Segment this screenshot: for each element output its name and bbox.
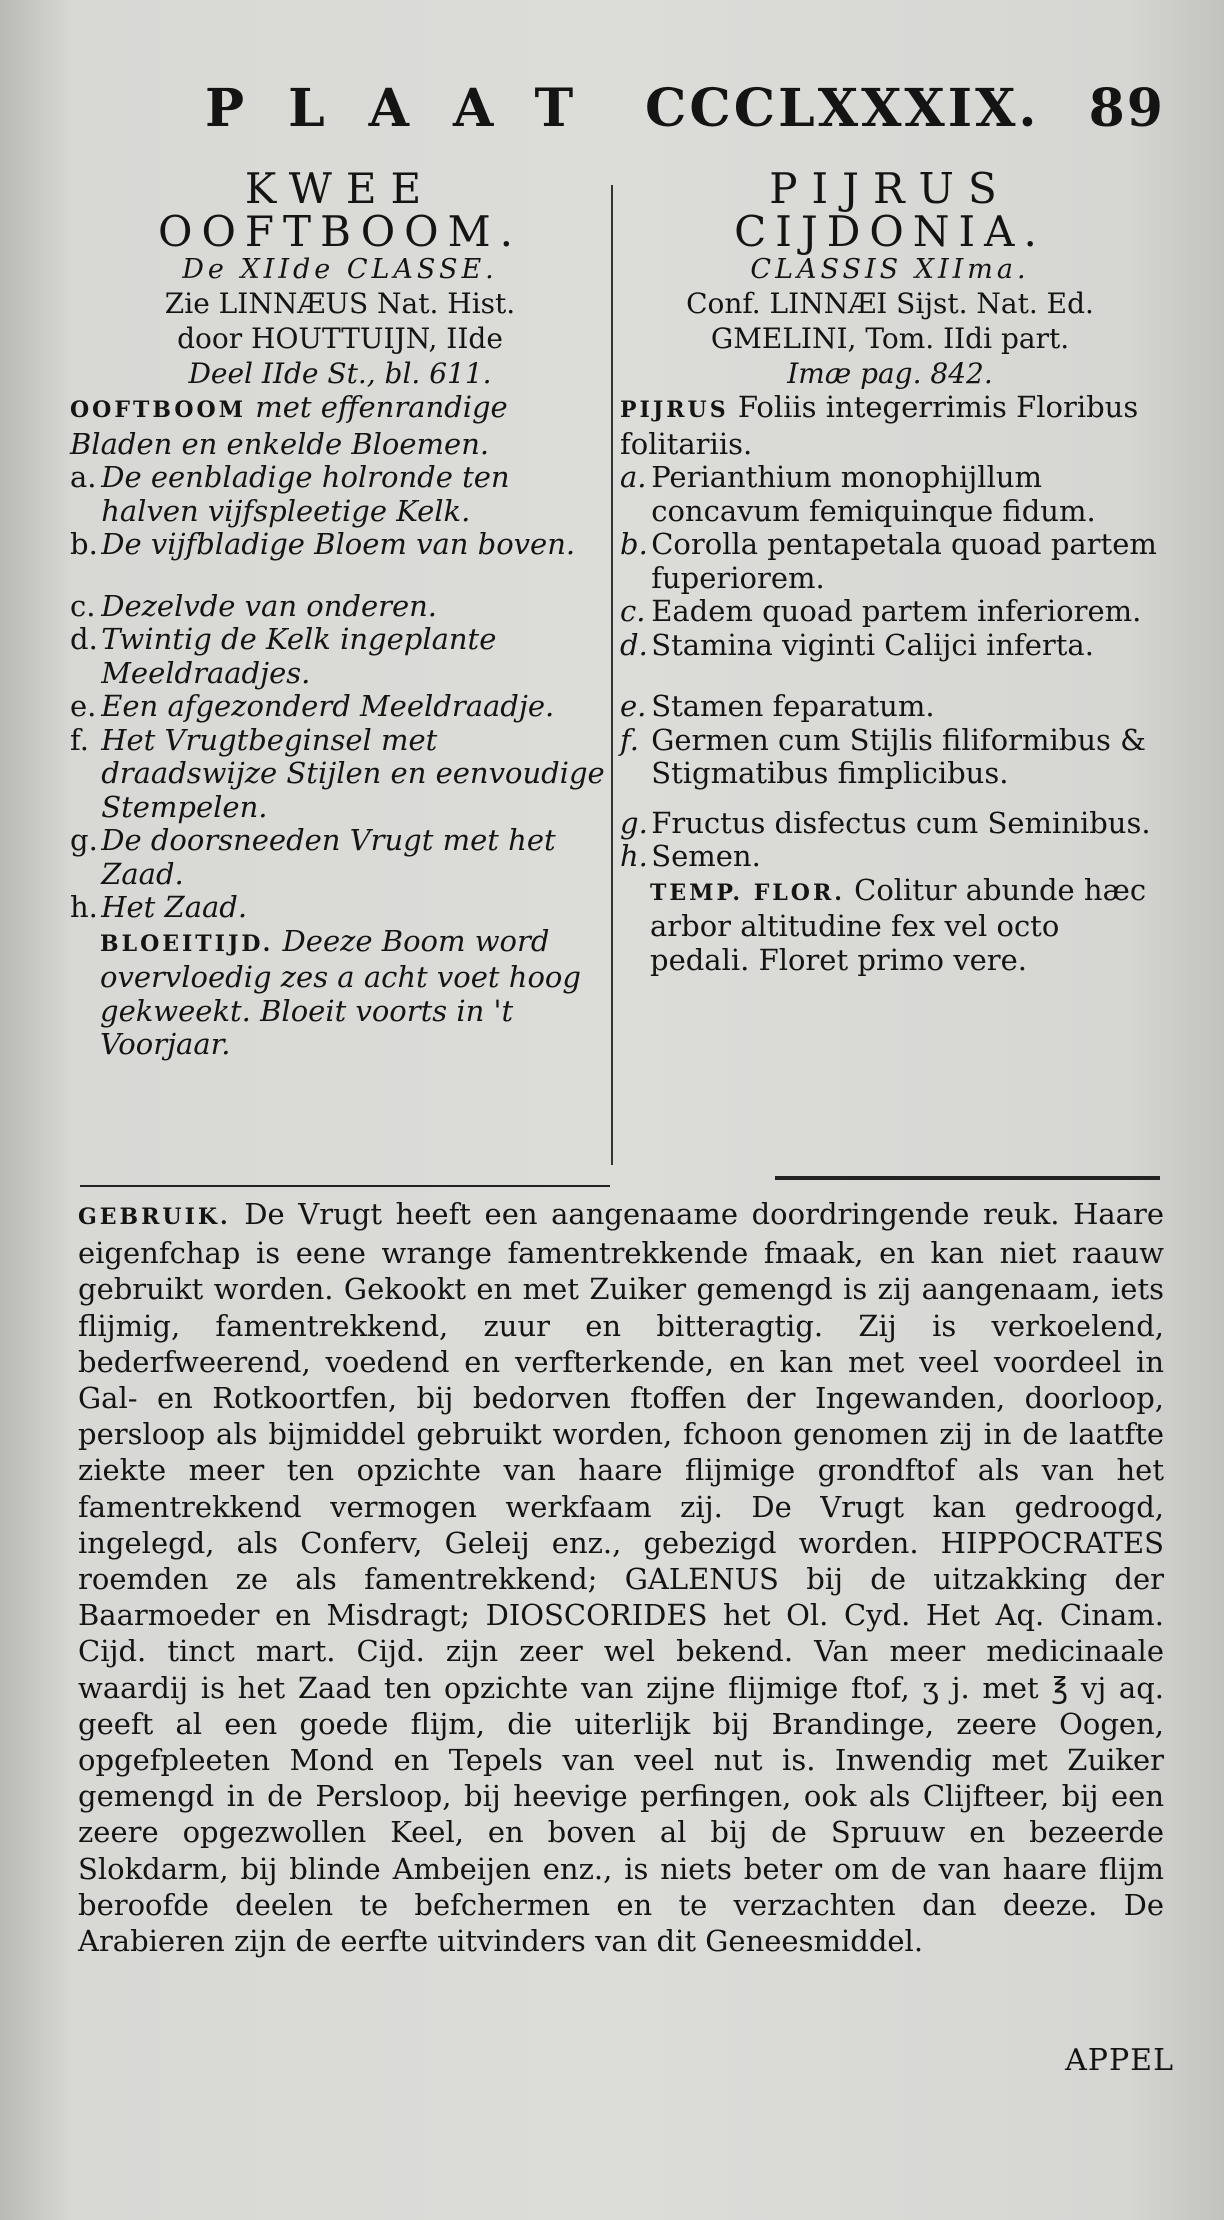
dutch-item-h [70, 891, 610, 925]
dutch-name-line2: OOFTBOOM. [158, 207, 522, 256]
temp-flor-lead: TEMP. FLOR. [650, 879, 845, 906]
latin-ref-3: Imæ pag. 842. [787, 357, 993, 390]
bloeitijd-lead: BLOEITIJD. [100, 930, 274, 957]
latin-item-h [620, 840, 1160, 874]
temp-flor-text: Colitur abunde hæc arbor altitudine fex vel octo pedali. Floret primo vere. [650, 872, 1147, 977]
item-label: f. [70, 722, 89, 757]
page-header [205, 78, 1165, 148]
latin-item-c [620, 595, 1160, 629]
item-text: Corolla pentapetala quoad partem fuperiorem. [651, 527, 1157, 595]
dutch-intro-text: met effenrandige Bladen en enkelde Bloemen. [70, 390, 508, 461]
column-divider [611, 185, 613, 1165]
item-label: a. [70, 460, 97, 494]
item-label: d. [70, 622, 98, 656]
dutch-item-b [70, 528, 610, 562]
dutch-bloeitijd [70, 925, 610, 1062]
latin-item-d [620, 629, 1160, 663]
item-text: Fructus disfectus cum Seminibus. [651, 805, 1151, 840]
latin-name-line1: PIJRUS [769, 164, 1011, 213]
dutch-item-a [70, 461, 610, 528]
item-text: Het Vrugtbeginsel met draadswijze Stijlen en eenvoudige Stempelen. [101, 722, 605, 824]
latin-item-e [620, 690, 1160, 724]
item-label: c. [70, 588, 96, 623]
latin-name-line2: CIJDONIA. [734, 207, 1046, 256]
item-text: Stamina viginti Calijci inferta. [651, 627, 1094, 662]
gebruik-paragraph [78, 1196, 1164, 1959]
item-label: g. [70, 823, 98, 857]
item-label: e. [620, 689, 647, 723]
latin-item-g [620, 807, 1160, 841]
dutch-name-line1: KWEE [244, 164, 436, 213]
page-number: 89 [1088, 78, 1165, 139]
item-label: b. [70, 527, 98, 561]
item-text: Semen. [651, 839, 761, 873]
dutch-item-c [70, 590, 610, 624]
dutch-column [70, 164, 610, 1062]
item-label: h. [70, 890, 98, 924]
item-text: Twintig de Kelk ingeplante Meeldraadjes. [101, 622, 497, 690]
item-text: Eadem quoad partem inferiorem. [651, 594, 1142, 628]
latin-item-f [620, 724, 1160, 791]
item-label: c. [620, 594, 646, 628]
item-text: De eenbladige holronde ten halven vijfspleetige Kelk. [101, 460, 510, 528]
dutch-classe: De XIIde CLASSE. [182, 254, 498, 285]
latin-item-a [620, 461, 1160, 528]
item-label: f. [620, 722, 639, 757]
item-label: a. [620, 460, 647, 494]
catchword: APPEL [1065, 2043, 1174, 2078]
item-label: g. [620, 805, 648, 840]
section-rule-right [775, 1176, 1160, 1180]
dutch-intro [70, 391, 610, 461]
dutch-item-d [70, 623, 610, 690]
item-text: Het Zaad. [101, 890, 248, 924]
latin-item-b [620, 528, 1160, 595]
item-label: d. [620, 627, 648, 662]
latin-intro [620, 391, 1160, 461]
dutch-item-e [70, 690, 610, 724]
latin-ref-1: Conf. LINNÆI Sijst. Nat. Ed. [686, 287, 1094, 320]
dutch-intro-lead: OOFTBOOM [70, 397, 247, 423]
gebruik-text: De Vrugt heeft een aangenaame doordringende reuk. Haare eigenfchap is eene wrange famentrekkende fmaak, en kan niet raauw gebruikt worden. Gekookt en met Zuiker gemengd is zij aangenaam, iets flijmig, famentrekkend, zuur en bitteragtig. Zij is verkoelend, bederfweerend, voedend en verfterkende, en kan met veel voordeel in Gal- en Rotkoortfen, bij bedorven ftoffen der Ingewanden, doorloop, persloop als bijmiddel gebruikt worden, fchoon genomen zij in de laatfte ziekte meer ten opzichte van haare flijmige grondftof als van het famentrekkend vermogen werkfaam zij. De Vrugt kan gedroogd, ingelegd, als Conferv, Geleij enz., gebezigd worden. HIPPOCRATES roemden ze als famentrekkend; GALENUS bij de uitzakking der Baarmoeder en Misdragt; DIOSCORIDES het Ol. Cyd. Het Aq. Cinam. Cijd. tinct mart. Cijd. zijn zeer wel bekend. Van meer medicinaale waardij is het Zaad ten opzichte van zijne flijmige ftof, ʒ j. met ℥ vj aq. geeft al een goede flijm, die uiterlijk bij Brandinge, zeere Oogen, opgefpleeten Mond en Tepels van veel nut is. Inwendig met Zuiker gemengd in de Persloop, bij heevige perfingen, ook als Clijfteer, bij een zeere opgezwollen Keel, en boven al bij de Spruuw en bezeerde Slokdarm, bij blinde Ambeijen enz., is niets beter om de van haare flijm beroofde deelen te befchermen en te verzachten dan deeze. De Arabieren zijn de eerfte uitvinders van dit Geneesmiddel. [78, 1197, 1164, 1959]
dutch-item-f [70, 724, 610, 825]
item-label: b. [620, 527, 648, 561]
bloeitijd-text: Deeze Boom word overvloedig zes a acht voet hoog gekweekt. Bloeit voorts in 't Voorjaar. [100, 923, 581, 1061]
item-text: Dezelvde van onderen. [101, 588, 438, 623]
item-text: Germen cum Stijlis filiformibus & Stigmatibus fimplicibus. [651, 722, 1146, 790]
latin-ref-2: GMELINI, Tom. IIdi part. [710, 322, 1070, 355]
latin-intro-text: Foliis integerrimis Floribus folitariis. [620, 390, 1139, 461]
gebruik-lead: GEBRUIK. [78, 1204, 231, 1230]
section-rule-left [80, 1185, 610, 1187]
plate-number: CCCLXXXIX. [645, 78, 1040, 139]
item-text: Perianthium monophijllum concavum femiquinque fidum. [651, 460, 1096, 528]
latin-column [620, 164, 1160, 977]
item-label: h. [620, 839, 648, 873]
dutch-ref-1: Zie LINNÆUS Nat. Hist. [164, 287, 516, 320]
plate-label: PLAAT [205, 78, 618, 139]
item-text: De vijfbladige Bloem van boven. [101, 527, 576, 561]
item-label: e. [70, 689, 97, 723]
dutch-item-g [70, 824, 610, 891]
dutch-ref-2: door HOUTTUIJN, IIde [177, 322, 503, 355]
item-text: De doorsneeden Vrugt met het Zaad. [101, 823, 556, 891]
latin-temp-flor [620, 874, 1160, 978]
latin-intro-lead: PIJRUS [620, 397, 729, 423]
item-text: Stamen feparatum. [651, 689, 935, 723]
dutch-ref-3: Deel IIde St., bl. 611. [188, 357, 492, 390]
latin-classis: CLASSIS XIIma. [750, 254, 1030, 285]
item-text: Een afgezonderd Meeldraadje. [101, 689, 555, 723]
